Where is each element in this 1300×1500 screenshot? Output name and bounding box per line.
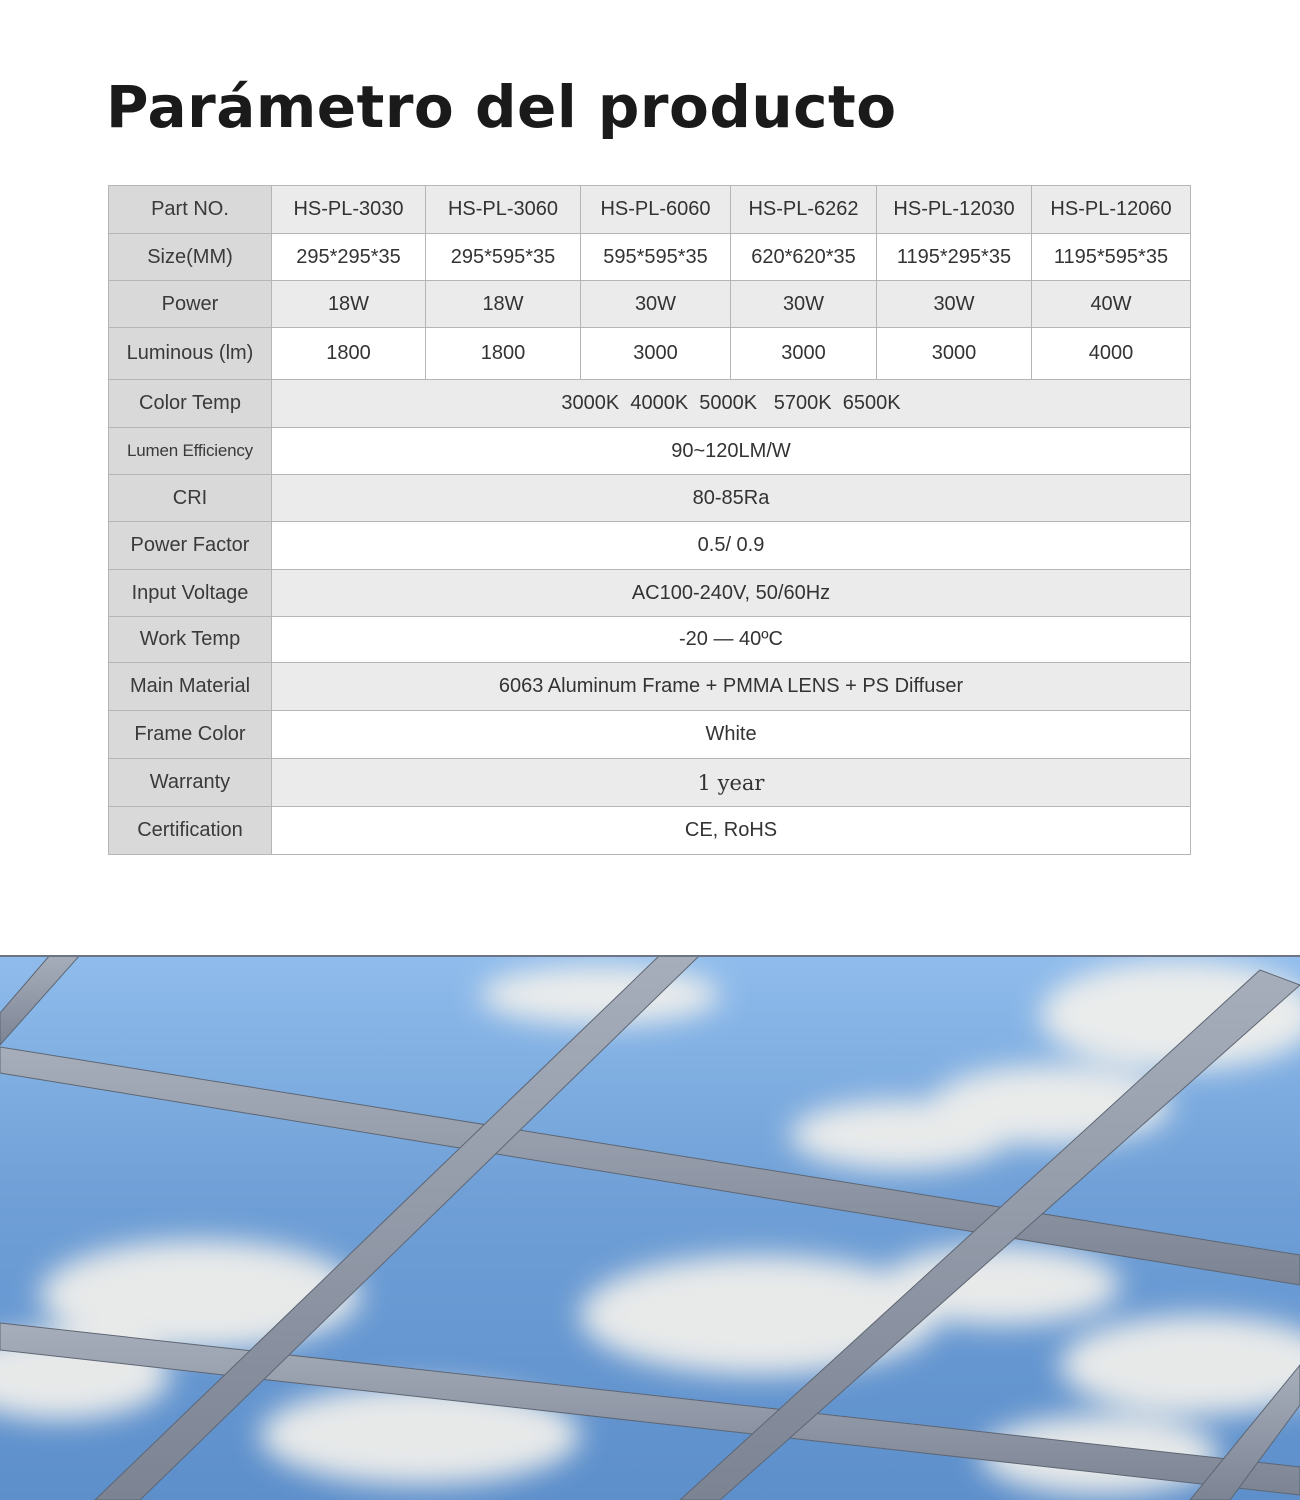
sky-ceiling-illustration <box>0 955 1300 1500</box>
power-cell: 40W <box>1032 281 1191 328</box>
row-label: CRI <box>109 475 272 522</box>
row-label: Power Factor <box>109 522 272 570</box>
part-number-cell: HS-PL-6262 <box>731 186 877 234</box>
row-label: Warranty <box>109 759 272 807</box>
table-row-input-voltage <box>109 570 1191 617</box>
row-label: Part NO. <box>109 186 272 234</box>
spec-value: White <box>272 711 1191 759</box>
row-label: Size(MM) <box>109 234 272 281</box>
size-cell: 620*620*35 <box>731 234 877 281</box>
spec-value: 90~120LM/W <box>272 428 1191 475</box>
row-label: Frame Color <box>109 711 272 759</box>
table-row-warranty <box>109 759 1191 807</box>
page-title: Parámetro del producto <box>106 73 897 141</box>
row-label: Work Temp <box>109 617 272 663</box>
sky-ceiling-panel-photo <box>0 955 1300 1500</box>
spec-value: CE, RoHS <box>272 807 1191 855</box>
spec-value: AC100-240V, 50/60Hz <box>272 570 1191 617</box>
row-label: Main Material <box>109 663 272 711</box>
spec-value: 1 year <box>272 759 1191 807</box>
power-cell: 30W <box>581 281 731 328</box>
table-row-power <box>109 281 1191 328</box>
table-row-color-temp <box>109 380 1191 428</box>
luminous-cell: 3000 <box>877 328 1032 380</box>
table-row-frame-color <box>109 711 1191 759</box>
spec-value: 6063 Aluminum Frame + PMMA LENS + PS Diffuser <box>272 663 1191 711</box>
spec-value: 3000K 4000K 5000K 5700K 6500K <box>272 380 1191 428</box>
product-parameter-table <box>108 185 1191 855</box>
power-cell: 30W <box>731 281 877 328</box>
row-label: Input Voltage <box>109 570 272 617</box>
part-number-cell: HS-PL-3060 <box>426 186 581 234</box>
size-cell: 295*295*35 <box>272 234 426 281</box>
spec-value: -20 — 40ºC <box>272 617 1191 663</box>
luminous-cell: 3000 <box>581 328 731 380</box>
table-row-power-factor <box>109 522 1191 570</box>
row-label: Color Temp <box>109 380 272 428</box>
table-row-certification <box>109 807 1191 855</box>
row-label: Certification <box>109 807 272 855</box>
row-label: Luminous (lm) <box>109 328 272 380</box>
part-number-cell: HS-PL-12030 <box>877 186 1032 234</box>
spec-value: 80-85Ra <box>272 475 1191 522</box>
table-row-luminous <box>109 328 1191 380</box>
power-cell: 18W <box>426 281 581 328</box>
power-cell: 18W <box>272 281 426 328</box>
size-cell: 1195*595*35 <box>1032 234 1191 281</box>
luminous-cell: 1800 <box>426 328 581 380</box>
size-cell: 1195*295*35 <box>877 234 1032 281</box>
photo-top-edge <box>0 955 1300 957</box>
table-row-size <box>109 234 1191 281</box>
luminous-cell: 4000 <box>1032 328 1191 380</box>
luminous-cell: 1800 <box>272 328 426 380</box>
size-cell: 595*595*35 <box>581 234 731 281</box>
part-number-cell: HS-PL-12060 <box>1032 186 1191 234</box>
part-number-cell: HS-PL-6060 <box>581 186 731 234</box>
power-cell: 30W <box>877 281 1032 328</box>
table-row-lumen-efficiency <box>109 428 1191 475</box>
part-number-cell: HS-PL-3030 <box>272 186 426 234</box>
size-cell: 295*595*35 <box>426 234 581 281</box>
row-label: Lumen Efficiency <box>109 428 272 475</box>
table-row-part-no <box>109 186 1191 234</box>
table-row-work-temp <box>109 617 1191 663</box>
table-row-main-material <box>109 663 1191 711</box>
table-row-cri <box>109 475 1191 522</box>
spec-value: 0.5/ 0.9 <box>272 522 1191 570</box>
luminous-cell: 3000 <box>731 328 877 380</box>
row-label: Power <box>109 281 272 328</box>
